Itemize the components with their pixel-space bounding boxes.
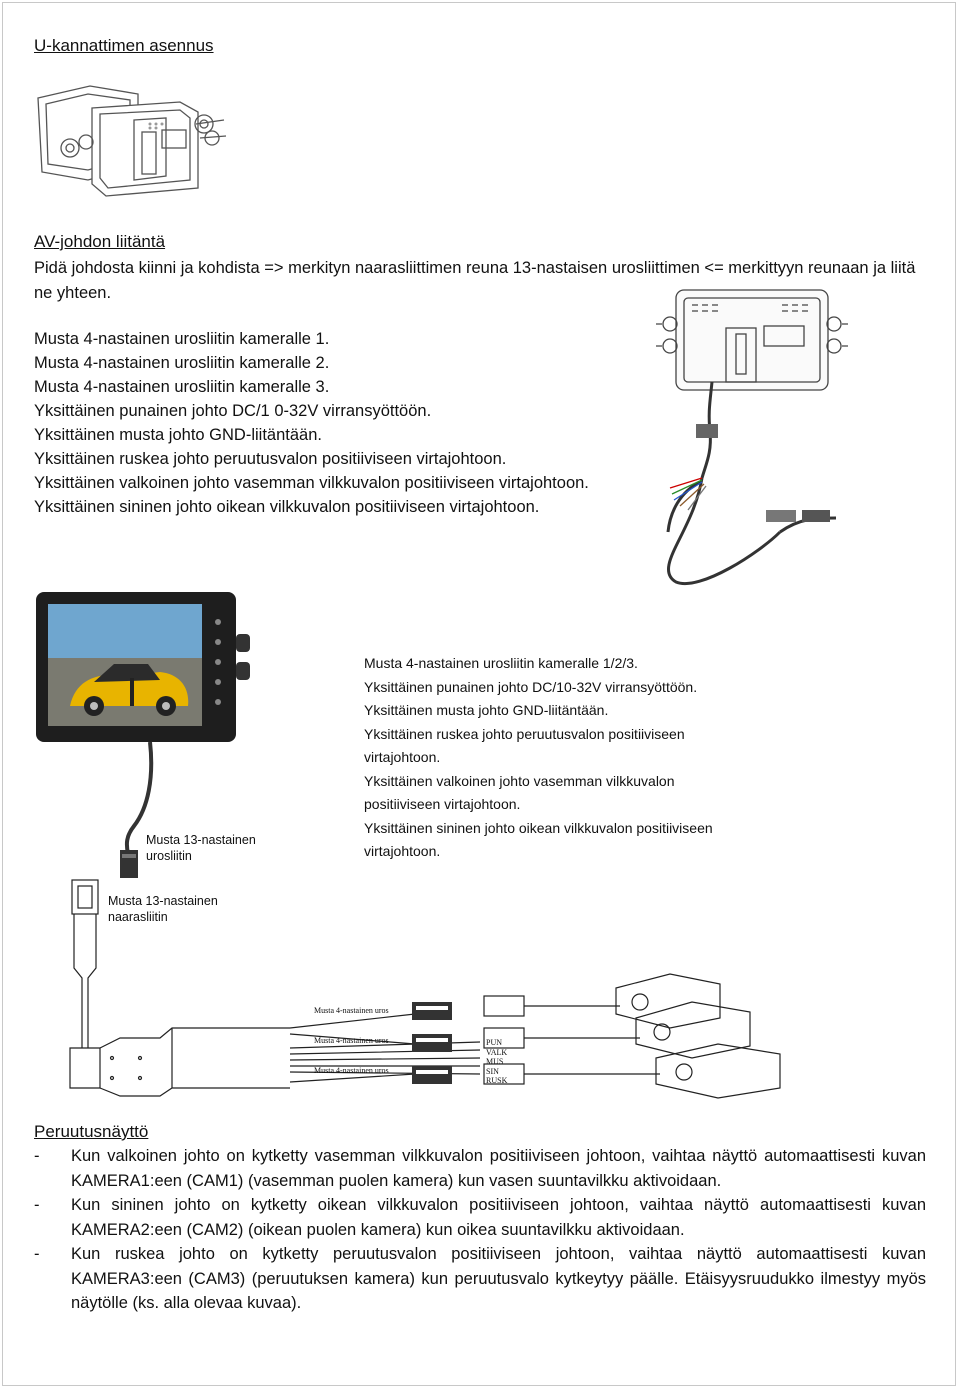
diagram-note-7: positiiviseen virtajohtoon. (364, 796, 521, 812)
av-section-title: AV-johdon liitäntä (34, 232, 166, 251)
wire-label-pun: PUN (486, 1038, 503, 1047)
bullet-dash: - (34, 1196, 40, 1214)
reverse-bullet-3 (34, 1242, 926, 1316)
male-connector-label-line2: urosliitin (146, 849, 192, 863)
av-line-3: Musta 4-nastainen urosliitin kameralle 3. (34, 378, 330, 396)
diagram-note-4: Yksittäinen ruskea johto peruutusvalon positiiviseen (364, 726, 685, 742)
wire-label-sin: SIN (486, 1066, 499, 1076)
diagram-note-1: Musta 4-nastainen urosliitin kameralle 1/2/3. (364, 655, 638, 671)
reverse-bullet-list (34, 1144, 926, 1316)
av-line-4: Yksittäinen punainen johto DC/1 0-32V virransyöttöön. (34, 402, 432, 420)
diagram-note-3: Yksittäinen musta johto GND-liitäntään. (364, 702, 609, 718)
reverse-bullet-1 (34, 1144, 926, 1193)
av-line-5: Yksittäinen musta johto GND-liitäntään. (34, 426, 322, 444)
wire-label-valk: VALK (486, 1047, 508, 1057)
cable-label-3: Musta 4-nastainen uros (314, 1066, 389, 1075)
bracket-mount-illustration (30, 80, 240, 210)
bullet-dash: - (34, 1245, 40, 1263)
diagram-note-5: virtajohtoon. (364, 749, 441, 765)
bullet-text: Kun ruskea johto on kytketty peruutusvalon positiiviseen johtoon, vaihtaa näyttö automaattisesti kuvan KAMERA3:een (CAM3) (peruutuksen kamera) kun peruutusvalo kytkeytyy päälle. Etäisyysruudukko ilmestyy myös näytölle (ks. alla olevaa kuvaa). (71, 1245, 926, 1312)
bullet-text: Kun valkoinen johto on kytketty vasemman vilkkuvalon positiiviseen johtoon, vaihtaa näyttö automaattisesti kuvan KAMERA1:een (CAM1) (vasemman puolen kamera) kun vasen suuntavilkku aktivoidaan. (71, 1147, 926, 1190)
bullet-dash: - (34, 1147, 40, 1165)
av-line-8: Yksittäinen sininen johto oikean vilkkuvalon positiiviseen virtajohtoon. (34, 498, 540, 516)
av-intro: Pidä johdosta kiinni ja kohdista => merkityn naarasliittimen reuna 13-nastaisen urosliittimen <= merkittyyn reunaan ja liitä ne yhteen. (34, 259, 916, 302)
av-line-6: Yksittäinen ruskea johto peruutusvalon positiiviseen virtajohtoon. (34, 450, 507, 468)
female-connector-label-line1: Musta 13-nastainen (108, 894, 218, 908)
male-connector-label-line1: Musta 13-nastainen (146, 833, 256, 847)
wire-label-rusk: RUSK (486, 1076, 508, 1085)
cable-label-2: Musta 4-nastainen uros (314, 1036, 389, 1045)
male-connector-label (146, 832, 256, 864)
av-line-1: Musta 4-nastainen urosliitin kameralle 1. (34, 330, 330, 348)
av-line-2: Musta 4-nastainen urosliitin kameralle 2. (34, 354, 330, 372)
diagram-note-8: Yksittäinen sininen johto oikean vilkkuvalon positiiviseen (364, 820, 713, 836)
cable-label-1: Musta 4-nastainen uros (314, 1006, 389, 1015)
diagram-note-2: Yksittäinen punainen johto DC/10-32V virransyöttöön. (364, 679, 698, 695)
reverse-section-title: Peruutusnäyttö (34, 1122, 149, 1141)
diagram-note-9: virtajohtoon. (364, 843, 441, 859)
reverse-bullet-2 (34, 1193, 926, 1242)
bullet-text: Kun sininen johto on kytketty oikean vilkkuvalon positiiviseen johtoon, vaihtaa näyttö automaattisesti kuvan KAMERA2:een (CAM2) (oikean puolen kamera) kun oikea suuntavilkku aktivoidaan. (71, 1196, 926, 1239)
wire-color-labels (486, 1038, 507, 1086)
diagram-note-6: Yksittäinen valkoinen johto vasemman vilkkuvalon (364, 773, 675, 789)
monitor-cable-illustration (640, 282, 870, 592)
female-connector-label-line2: naarasliitin (108, 910, 168, 924)
wire-label-mus: MUS (486, 1057, 504, 1066)
mount-section-title: U-kannattimen asennus (34, 36, 214, 55)
cable-harness-diagram (60, 878, 820, 1100)
av-line-7: Yksittäinen valkoinen johto vasemman vilkkuvalon positiiviseen virtajohtoon. (34, 474, 589, 492)
